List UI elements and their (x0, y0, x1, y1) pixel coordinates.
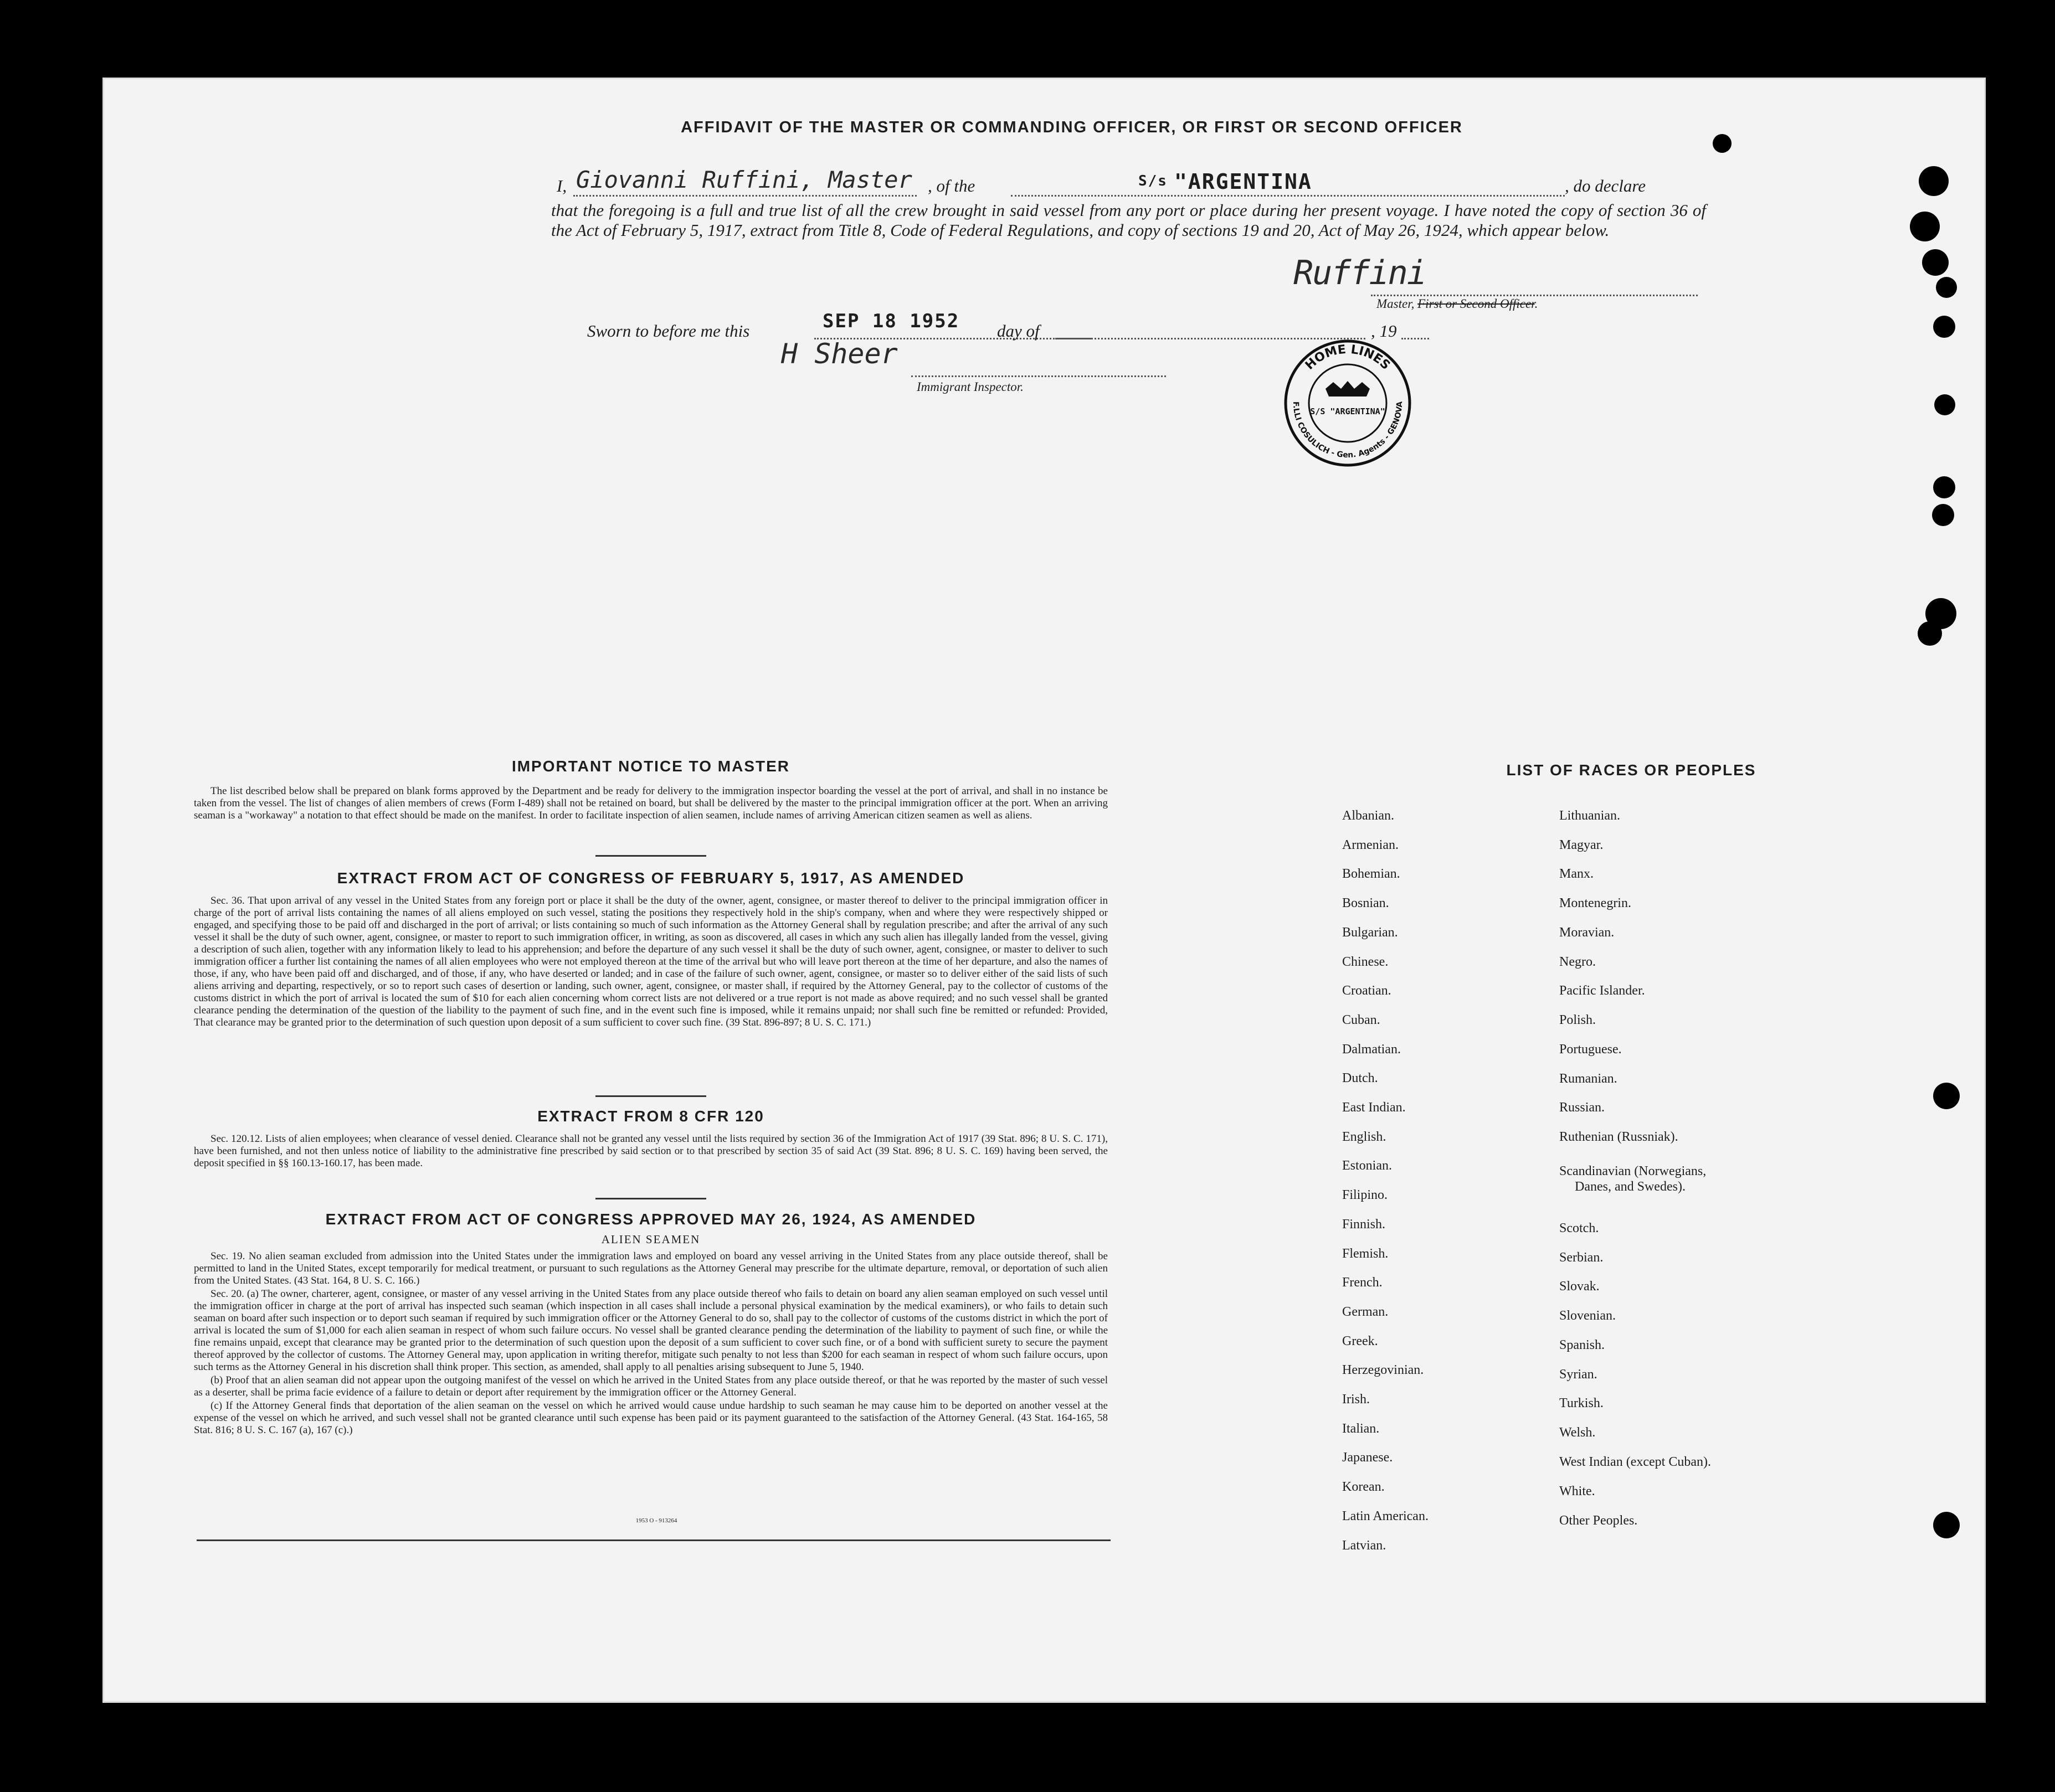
race-item: Slovak. (1559, 1279, 1600, 1294)
race-item: Herzegovinian. (1342, 1363, 1424, 1378)
punch-hole (1932, 504, 1954, 526)
affidavit-body: that the foregoing is a full and true list of all the crew brought in said vessel from any port or place during her present voyage. I have noted the copy of section 36 of the Act of February 5, 1917, extract from Title 8, Code of Federal Regulations, and copy of sections 19 and 20, Act of May 26, 1924, which appear below. (551, 200, 1706, 240)
document-page (102, 78, 1986, 1703)
divider (595, 855, 706, 857)
race-item: Welsh. (1559, 1425, 1596, 1440)
race-item: Japanese. (1342, 1450, 1393, 1465)
inspector-signature: H Sheer (781, 338, 898, 370)
master-caption-text: Master, (1376, 297, 1418, 311)
bottom-rule (197, 1539, 1111, 1541)
do-declare-text: , do declare (1565, 176, 1646, 195)
race-item: Dalmatian. (1342, 1042, 1401, 1057)
race-item: Greek. (1342, 1333, 1378, 1348)
notice-title: IMPORTANT NOTICE TO MASTER (511, 758, 790, 775)
inspector-caption: Immigrant Inspector. (917, 380, 1024, 394)
race-item: Turkish. (1559, 1396, 1604, 1410)
race-item: East Indian. (1342, 1100, 1406, 1115)
master-caption-end: . (1534, 297, 1538, 311)
race-item: Latvian. (1342, 1538, 1386, 1553)
affidavit-line-prefix: I, (557, 176, 567, 195)
race-item: Russian. (1559, 1100, 1605, 1115)
day-of-text: day of (997, 321, 1040, 341)
extract-1917-body (194, 895, 1108, 1030)
race-item: Negro. (1559, 955, 1596, 969)
punch-hole (1919, 166, 1949, 196)
of-the-text: , of the (928, 176, 975, 195)
vessel-name: "ARGENTINA (1174, 169, 1312, 194)
race-item: Albanian. (1342, 809, 1394, 823)
race-item: Ruthenian (Russniak). (1559, 1130, 1678, 1144)
race-item: Rumanian. (1559, 1072, 1617, 1086)
punch-hole (1922, 249, 1949, 276)
race-item: Moravian. (1559, 925, 1615, 940)
notice-paragraph: The list described below shall be prepared on blank forms approved by the Department and be ready for delivery to the immigration inspector boarding the vessel at the port of arrival, and shall in no instance be taken from the vessel. The list of changes of alien members of crews (Form I-489) shall not be retained on board, but shall be delivered by the master to the principal immigration officer at the port. When an arriving seaman is a "workaway" a notation to that effect should be made on the manifest. In order to facilitate inspection of alien seamen, include names of arriving American citizen seamen as well as aliens. (194, 785, 1108, 821)
race-item: Cuban. (1342, 1012, 1380, 1027)
master-name-line (573, 195, 917, 197)
punch-hole (1910, 212, 1940, 241)
race-item: Spanish. (1559, 1338, 1605, 1352)
extract-1917-paragraph: Sec. 36. That upon arrival of any vessel in the United States from any foreign port or place it shall be the duty of the owner, agent, consignee, or master thereof to deliver to the principal immigration officer in charge of the port of arrival lists containing the names of all aliens employed on such vessel, stating the positions they respectively hold in the ship's company, when and where they were respectively shipped or engaged, and specifying those to be paid off and discharged in the port of arrival; or lists containing so much of such information as the Attorney General shall by regulation prescribe; and after the arrival of any such vessel it shall be the duty of such owner, agent, consignee, or master to report to such immigration officer, in writing, as soon as discovered, all cases in which any such alien has illegally landed from the vessel, giving a description of such alien, together with any information likely to lead to his apprehension; and before the departure of any such vessel it shall be the duty of such owner, agent, consignee, or master to deliver to such immigration officer a further list containing the names of all alien employees who were not employed thereon at the time of the arrival but who will leave port thereon at the time of her departure, and also the names of those, if any, who have been paid off and discharged, and of those, if any, who have deserted or landed; and in case of the failure of such owner, agent, consignee, or master so to deliver either of the said lists of such aliens arriving and departing, respectively, or so to report such cases of desertion or landing, such owner, agent, consignee, or master shall, if required by the Attorney General, pay to the collector of customs of the customs district in which the port of arrival is located the sum of $10 for each alien concerning whom correct lists are not delivered or a true report is not made as above required; and no such vessel shall be granted clearance pending the determination of the question of the liability to the payment of such fine, and in the event such fine is imposed, while it remains unpaid; nor shall such fine be remitted or refunded: Provided, That clearance may be granted prior to the determination of such question upon deposit of a sum sufficient to cover such fine. (39 Stat. 896-897; 8 U. S. C. 171.) (194, 895, 1108, 1028)
master-signature: Ruffini (1293, 254, 1426, 292)
extract-cfr-paragraph: Sec. 120.12. Lists of alien employees; when clearance of vessel denied. Clearance shall not be granted any vessel until the lists required by section 36 of the Immigration Act of 1917 (39 Stat. 896; 8 U. S. C. 171), have been furnished, and not then unless notice of liability to the administrative fine prescribed by said section or to that prescribed by section 35 of said Act (39 Stat. 896; 8 U. S. C. 169) having been served, the deposit specified in §§ 160.13-160.17, has been made. (194, 1133, 1108, 1169)
punch-hole (1713, 134, 1732, 153)
race-item: Estonian. (1342, 1158, 1392, 1173)
race-item: Pacific Islander. (1559, 983, 1645, 998)
race-item: Finnish. (1342, 1217, 1386, 1232)
section-20a-paragraph: Sec. 20. (a) The owner, charterer, agent, consignee, or master of any vessel arriving in the United States from any place outside thereof who fails to detain on board any alien seaman employed on such vessel until the immigration officer in charge at the port of arrival has inspected such seaman (which inspection in all cases shall include a personal physical examination by the medical examiners), or who fails to detain such seaman on board after such inspection or to deport such seaman if required by such immigration officer or the Attorney General to do so, shall pay to the collector of customs of the customs district in which the port of arrival is located the sum of $1,000 for each alien seaman in respect of whom such failure occurs. No vessel shall be granted clearance pending the determination of the liability to payment of such fine, or while the fine remains unpaid, except that clearance may be granted prior to the determination of such question upon the deposit of a sum sufficient to cover such fine, or of a bond with sufficient surety to secure the payment thereof approved by the collector of customs. The Attorney General may, upon application in writing therefor, mitigate such penalty to not less than $200 for each seaman in respect of whom such failure occurs, upon such terms as the Attorney General in his discretion shall think proper. This section, as amended, shall apply to all penalties arising subsequent to June 5, 1940. (194, 1288, 1108, 1373)
race-item: German. (1342, 1304, 1389, 1319)
extract-1924-subtitle: ALIEN SEAMEN (601, 1233, 701, 1246)
race-item: Chinese. (1342, 954, 1389, 969)
race-item: Portuguese. (1559, 1042, 1622, 1057)
race-item: Polish. (1559, 1013, 1596, 1027)
year-prefix: , 19 (1371, 321, 1397, 341)
race-item: Montenegrin. (1559, 896, 1631, 910)
extract-cfr-title: EXTRACT FROM 8 CFR 120 (537, 1108, 764, 1125)
race-item: Filipino. (1342, 1188, 1388, 1203)
race-item: Flemish. (1342, 1246, 1389, 1261)
extract-1924-body (194, 1250, 1108, 1438)
race-item: Scotch. (1559, 1221, 1599, 1235)
seal-vessel-text: S/S "ARGENTINA" (1310, 406, 1385, 416)
race-item: Bosnian. (1342, 896, 1389, 911)
race-item: Bohemian. (1342, 867, 1400, 882)
section-20c-paragraph: (c) If the Attorney General finds that deportation of the alien seaman on the vessel on which he arrived would cause undue hardship to such seaman he may cause him to be deported on another vessel at the expense of the vessel on which he arrived, and such vessel shall not be granted clearance until such expense has been paid or its payment guaranteed to the satisfaction of the Attorney General. (43 Stat. 164-165, 58 Stat. 816; 8 U. S. C. 167 (a), 167 (c).) (194, 1400, 1108, 1436)
vessel-prefix: S/s (1138, 173, 1168, 189)
race-item: French. (1342, 1275, 1383, 1290)
race-item: Other Peoples. (1559, 1513, 1638, 1528)
master-name-handwritten: Giovanni Ruffini, Master (576, 166, 912, 193)
extract-1924-title: EXTRACT FROM ACT OF CONGRESS APPROVED MAY 26, 1924, AS AMENDED (325, 1211, 977, 1228)
notice-body (194, 785, 1108, 823)
section-20b-paragraph: (b) Proof that an alien seaman did not appear upon the outgoing manifest of the vessel on which he arrived in the United States from any place outside thereof, or that he was reported by the master of such vessel as a deserter, shall be prima facie evidence of a failure to detain or deport after requirement by the immigration officer or the Attorney General. (194, 1374, 1108, 1398)
race-item: Italian. (1342, 1421, 1380, 1436)
seal-bottom-text: F.LLI COSULICH - Gen. Agents - GENOVA (1291, 401, 1405, 460)
divider (595, 1095, 706, 1097)
struck-officer-text: First or Second Officer (1417, 297, 1535, 311)
punch-hole (1933, 1083, 1960, 1109)
races-left-column (1342, 78, 1564, 1703)
inspector-signature-line (911, 375, 1166, 377)
race-item: English. (1342, 1129, 1386, 1144)
race-item: West Indian (except Cuban). (1559, 1455, 1711, 1469)
punch-hole (1918, 621, 1942, 646)
race-item: Manx. (1559, 867, 1594, 881)
race-item: Syrian. (1559, 1367, 1597, 1382)
races-title: LIST OF RACES OR PEOPLES (1506, 761, 1756, 779)
extract-1917-title: EXTRACT FROM ACT OF CONGRESS OF FEBRUARY 5, 1917, AS AMENDED (337, 869, 965, 887)
race-item: Bulgarian. (1342, 925, 1398, 940)
race-item: Korean. (1342, 1480, 1385, 1495)
race-item: Armenian. (1342, 837, 1399, 852)
races-right-column (1559, 78, 1836, 1703)
race-item: Irish. (1342, 1392, 1370, 1407)
sworn-text: Sworn to before me this (587, 321, 750, 341)
section-19-paragraph: Sec. 19. No alien seaman excluded from admission into the United States under the immigration laws and employed on board any vessel arriving in the United States from any place outside thereof, shall be permitted to land in the United States, except temporarily for medical treatment, or pursuant to such regulations as the Attorney General may prescribe for the ultimate departure, removal, or deportation of such alien from the United States. (43 Stat. 164, 8 U. S. C. 166.) (194, 1250, 1108, 1286)
race-item: Scandinavian (Norwegians, (1559, 1164, 1707, 1178)
race-item: Dutch. (1342, 1071, 1378, 1086)
affidavit-title: AFFIDAVIT OF THE MASTER OR COMMANDING OFFICER, OR FIRST OR SECOND OFFICER (681, 119, 1463, 136)
punch-hole (1936, 277, 1957, 298)
race-item: Serbian. (1559, 1250, 1604, 1265)
race-item: Magyar. (1559, 838, 1604, 852)
printer-mark: 1953 O - 913264 (635, 1517, 677, 1524)
extract-cfr-body (194, 1133, 1108, 1171)
race-item: Lithuanian. (1559, 809, 1620, 823)
race-item: Slovenian. (1559, 1309, 1616, 1323)
seal-top-text: HOME LINES (1302, 342, 1393, 373)
race-item: Danes, and Swedes). (1575, 1180, 1686, 1194)
divider (595, 1198, 706, 1199)
punch-hole (1934, 394, 1955, 415)
punch-hole (1933, 1512, 1960, 1538)
race-item: Latin American. (1342, 1508, 1429, 1523)
punch-hole (1933, 476, 1955, 498)
race-item: White. (1559, 1484, 1595, 1499)
sworn-date-stamp: SEP 18 1952 (823, 310, 960, 332)
punch-hole (1933, 316, 1955, 338)
race-item: Croatian. (1342, 983, 1391, 998)
